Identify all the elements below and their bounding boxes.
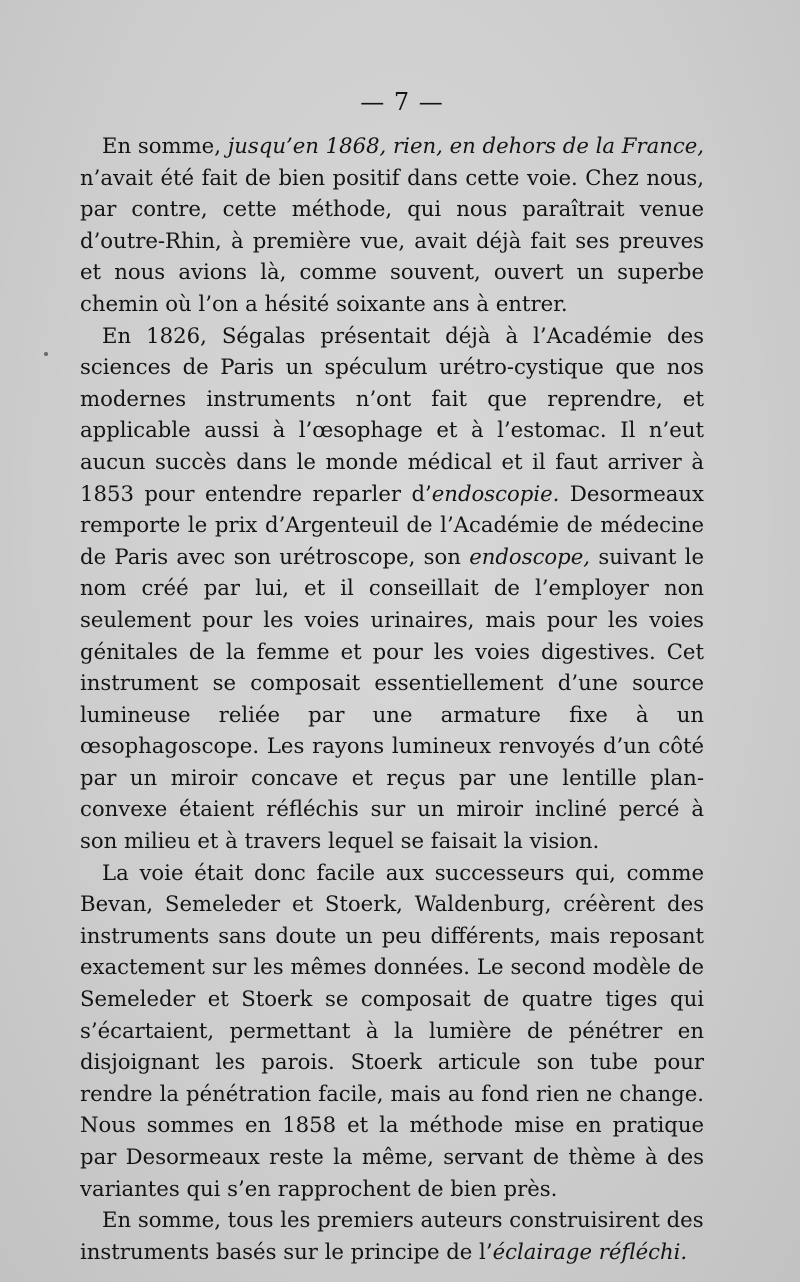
paragraph-4 — [80, 1204, 704, 1267]
page-number: — 7 — — [360, 88, 444, 116]
text-run: En somme, tous les premiers auteurs construisirent des instruments basés sur le principe de l’ — [80, 1207, 704, 1264]
paragraph-2 — [80, 320, 704, 857]
italic-run: éclairage réfléchi. — [492, 1238, 688, 1264]
body-text — [80, 130, 704, 1267]
ink-speck — [44, 352, 48, 356]
text-run: suivant le nom créé par lui, et il conseillait de l’employer non seulement pour les voies urinaires, mais pour les voies génitales de la femme et pour les voies digestives. Cet instrument se composait essentiellement d’une source lumineuse reliée par une armature fixe à un œsophagoscope. Les rayons lumineux renvoyés d’un côté par un miroir concave et reçus par une lentille plan-convexe étaient réfléchis sur un miroir incliné percé à son milieu et à travers lequel se faisait la vision. — [80, 543, 704, 854]
paragraph-1 — [80, 130, 704, 320]
text-run: En somme, — [102, 133, 228, 158]
italic-run: endoscope, — [469, 543, 591, 569]
text-run: La voie était donc facile aux successeurs qui, comme Bevan, Semeleder et Stoerk, Waldenburg, créèrent des instruments sans doute un peu différents, mais reposant exactement sur les mêmes données. Le second modèle de Semeleder et Stoerk se composait de quatre tiges qui s’écartaient, permettant à la lumière de pénétrer en disjoignant les parois. Stoerk articule son tube pour rendre la pénétration facile, mais au fond rien ne change. Nous sommes en 1858 et la méthode mise en pratique par Desormeaux reste la même, servant de thème à des variantes qui s’en rapprochent de bien près. — [80, 859, 704, 1201]
text-run: Desormeaux remporte le prix d’Argenteuil de l’Académie de médecine de Paris avec son urétroscope, son — [80, 480, 705, 569]
text-run: En 1826, Ségalas présentait déjà à l’Académie des sciences de Paris un spéculum urétro-cystique que nos modernes instruments n’ont fait que reprendre, et applicable aussi à l’œsophage et à l’estomac. Il n’eut aucun succès dans le monde médical et il faut arriver à 1853 pour entendre reparler d’ — [80, 322, 704, 506]
paragraph-3 — [80, 857, 704, 1205]
italic-run: jusqu’en 1868, rien, en dehors de la France, — [227, 133, 704, 158]
text-run: n’avait été fait de bien positif dans cette voie. Chez nous, par contre, cette méthode, qui nous paraîtrait venue d’outre-Rhin, à première vue, avait déjà fait ses preuves et nous avions là, comme souvent, ouvert un superbe chemin où l’on a hésité soixante ans à entrer. — [80, 164, 704, 316]
italic-run: endoscopie. — [431, 480, 560, 506]
